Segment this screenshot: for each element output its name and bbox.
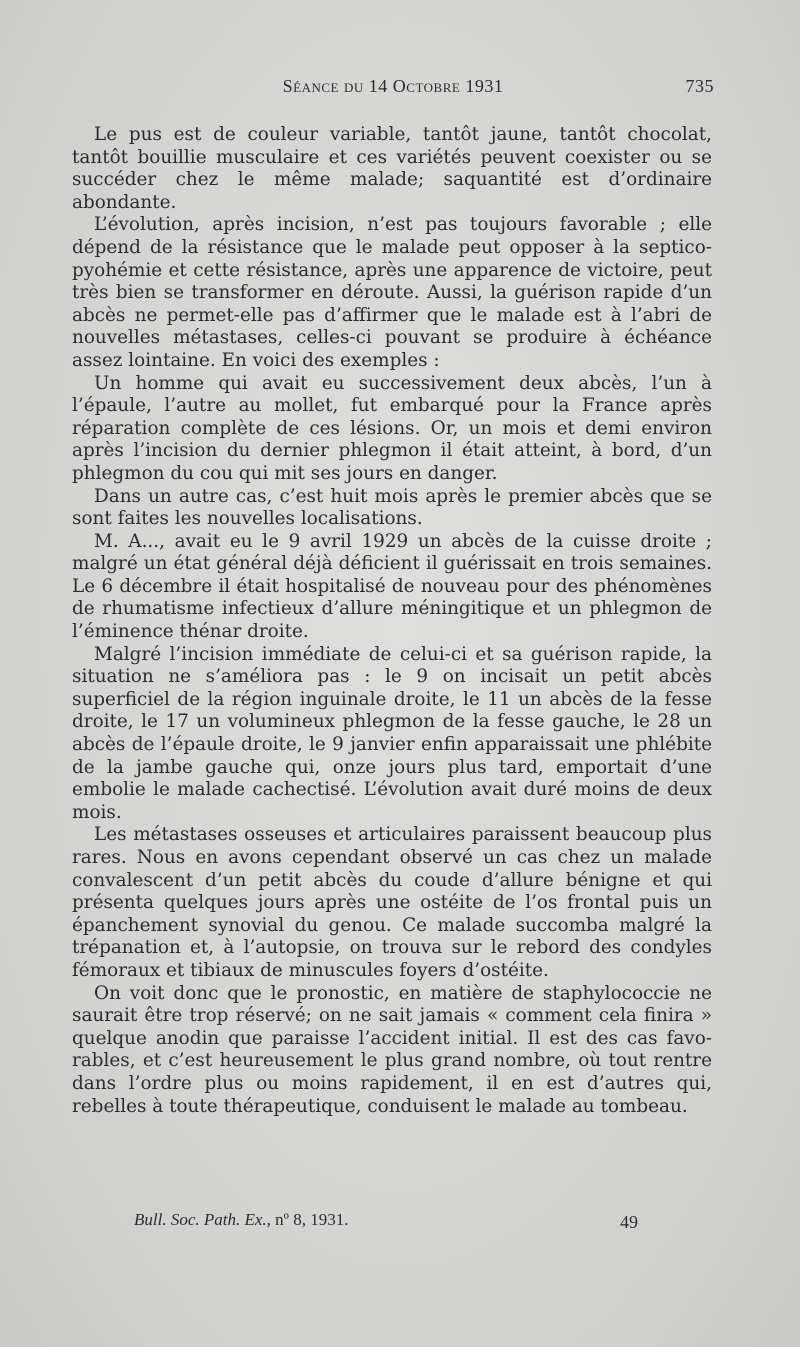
header-title: Séance du 14 Octobre 1931 — [282, 76, 504, 96]
paragraph: On voit donc que le pronostic, en matière de staphylococcie ne saurait être trop réservé; on ne sait jamais « comment cela finira » quelque anodin que paraisse l’accident initial. Il est des cas favorables, et c’est heureusement le plus grand nombre, où tout rentre dans l’ordre plus ou moins rapidement, il en est d’autres qui, rebelles à toute thérapeutique, conduisent le malade au tombeau. — [72, 982, 712, 1117]
page-number: 735 — [685, 76, 714, 96]
paragraph: Un homme qui avait eu successivement deux abcès, l’un à l’épaule, l’autre au mollet, fut embarqué pour la France après réparation complète de ces lésions. Or, un mois et demi environ après l’incision du dernier phlegmon il était atteint, à bord, d’un phlegmon du cou qui mit ses jours en danger. — [72, 372, 712, 484]
paragraph: Dans un autre cas, c’est huit mois après le premier abcès que se sont faites les nouvelles localisations. — [72, 485, 712, 530]
journal-reference — [134, 1210, 348, 1230]
paragraph: M. A..., avait eu le 9 avril 1929 un abcès de la cuisse droite ; malgré un état général déjà déficient il guérissait en trois semaines. Le 6 décembre il était hospitalisé de nouveau pour des phénomènes de rhumatisme infectieux d’allure méningitique et un phlegmon de l’éminence thénar droite. — [72, 530, 712, 643]
paragraph: Malgré l’incision immédiate de celui-ci et sa guérison rapide, la situation ne s’améliora pas : le 9 on incisait un petit abcès superficiel de la région inguinale droite, le 11 un abcès de la fesse droite, le 17 un volumineux phlegmon de la fesse gauche, le 28 un abcès de l’épaule droite, le 9 janvier enfin apparaissait une phlébite de la jambe gauche qui, onze jours plus tard, emportait d’une embolie le malade cachectisé. L’évolution avait duré moins de deux mois. — [72, 643, 712, 823]
signature-mark: 49 — [620, 1212, 638, 1232]
journal-issue: , nº 8, 1931. — [266, 1210, 349, 1229]
paragraph: Le pus est de couleur variable, tantôt jaune, tantôt chocolat, tantôt bouillie musculaire et ces variétés peuvent coexister ou se succéder chez le même malade; saquantité est d’ordinaire abondante. — [72, 124, 712, 213]
page-footer — [72, 1210, 712, 1236]
running-header — [72, 76, 714, 102]
paragraph: Les métastases osseuses et articulaires paraissent beaucoup plus rares. Nous en avons cependant observé un cas chez un malade convalescent d’un petit abcès du coude d’allure bénigne et qui présenta quelques jours après une ostéite de l’os frontal puis un épanchement synovial du genou. Ce malade succomba malgré la trépanation et, à l’autopsie, on trouva sur le rebord des condyles fémoraux et tibiaux de minuscules foyers d’ostéite. — [72, 824, 712, 981]
journal-name: Bull. Soc. Path. Ex. — [134, 1210, 267, 1229]
paragraph: L’évolution, après incision, n’est pas toujours favorable ; elle dépend de la résistance que le malade peut opposer à la septico-pyohémie et cette résistance, après une apparence de victoire, peut très bien se transformer en déroute. Aussi, la guérison rapide d’un abcès ne permet-elle pas d’affirmer que le malade est à l’abri de nouvelles métastases, celles-ci pouvant se produire à échéance assez lointaine. En voici des exemples : — [72, 214, 712, 371]
body-text — [72, 124, 712, 1118]
